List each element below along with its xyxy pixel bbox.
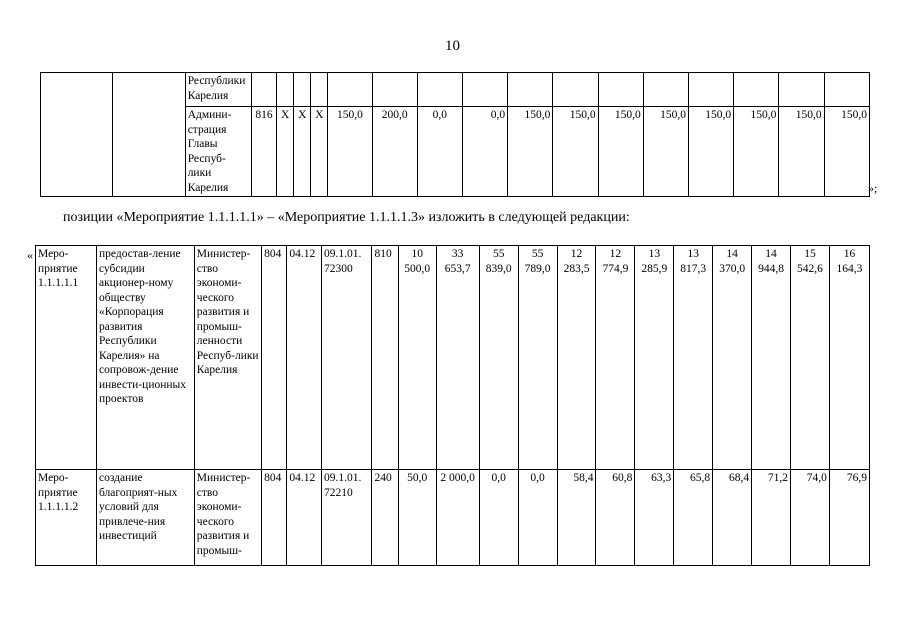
table-cell — [113, 73, 185, 197]
value-cell: 74,0 — [790, 470, 829, 566]
value-cell: 150,0 — [643, 107, 688, 197]
table-cell — [41, 73, 113, 197]
value-cell: 2 000,0 — [436, 470, 479, 566]
value-cell: 200,0 — [372, 107, 417, 197]
executor-cell: Республики Карелия — [185, 73, 251, 107]
value-cell: 55 789,0 — [518, 246, 557, 470]
value-cell: 12 774,9 — [596, 246, 635, 470]
value-cell: 15 542,6 — [790, 246, 829, 470]
value-cell: 33 653,7 — [436, 246, 479, 470]
measure-description: создание благоприят-ных условий для привлече-ния инвестиций — [96, 470, 194, 566]
budget-table — [35, 245, 870, 566]
instruction-paragraph: позиции «Мероприятие 1.1.1.1.1» – «Мероприятие 1.1.1.1.3» изложить в следующей редакции: — [63, 210, 630, 225]
value-cell: 13 817,3 — [674, 246, 713, 470]
value-cell: 63,3 — [635, 470, 674, 566]
grbs-cell: 804 — [262, 470, 287, 566]
rzpr-cell: 04.12 — [287, 246, 322, 470]
value-cell: 150,0 — [824, 107, 869, 197]
code-cell: 816 — [252, 107, 277, 197]
x-cell: Х — [311, 107, 328, 197]
x-cell: Х — [277, 107, 294, 197]
executor-cell: Министер-ство экономи-ческого развития и промыш- — [194, 470, 261, 566]
value-cell: 71,2 — [752, 470, 791, 566]
value-cell: 12 283,5 — [557, 246, 596, 470]
csr-cell: 09.1.01. 72210 — [322, 470, 372, 566]
executor-cell: Министер-ство экономи-ческого развития и промыш-ленности Респуб-лики Карелия — [194, 246, 261, 470]
value-cell: 10 500,0 — [398, 246, 436, 470]
value-cell: 0,0 — [417, 107, 462, 197]
value-cell: 76,9 — [829, 470, 869, 566]
value-cell: 150,0 — [328, 107, 372, 197]
page-number: 10 — [445, 38, 460, 54]
value-cell: 16 164,3 — [829, 246, 869, 470]
value-cell: 150,0 — [553, 107, 598, 197]
value-cell: 50,0 — [398, 470, 436, 566]
value-cell: 60,8 — [596, 470, 635, 566]
value-cell: 150,0 — [734, 107, 779, 197]
value-cell: 0,0 — [479, 470, 518, 566]
value-cell: 0,0 — [518, 470, 557, 566]
grbs-cell: 804 — [262, 246, 287, 470]
measure-name: Меро-приятие 1.1.1.1.1 — [36, 246, 97, 470]
value-cell: 150,0 — [779, 107, 824, 197]
value-cell: 13 285,9 — [635, 246, 674, 470]
budget-table-continuation — [40, 72, 870, 197]
value-cell: 150,0 — [598, 107, 643, 197]
value-cell: 0,0 — [462, 107, 507, 197]
value-cell: 68,4 — [713, 470, 752, 566]
value-cell: 65,8 — [674, 470, 713, 566]
x-cell: Х — [294, 107, 311, 197]
measure-name: Меро-приятие 1.1.1.1.2 — [36, 470, 97, 566]
open-quote: « — [27, 248, 33, 262]
table-row — [36, 246, 870, 470]
measure-description: предостав-ление субсидии акционер-ному обществу «Корпорация развития Республики Карелия» на сопровож-дение инвести-ционных проектов — [96, 246, 194, 470]
table-row — [41, 73, 870, 107]
executor-cell: Админи-страция Главы Респуб-лики Карелия — [185, 107, 251, 197]
table-row — [36, 470, 870, 566]
value-cell: 14 944,8 — [752, 246, 791, 470]
rzpr-cell: 04.12 — [287, 470, 322, 566]
value-cell: 58,4 — [557, 470, 596, 566]
vr-cell: 240 — [372, 470, 398, 566]
value-cell: 150,0 — [688, 107, 733, 197]
value-cell: 150,0 — [508, 107, 553, 197]
end-quote: »; — [868, 181, 878, 195]
csr-cell: 09.1.01. 72300 — [322, 246, 372, 470]
value-cell: 55 839,0 — [479, 246, 518, 470]
vr-cell: 810 — [372, 246, 398, 470]
value-cell: 14 370,0 — [713, 246, 752, 470]
